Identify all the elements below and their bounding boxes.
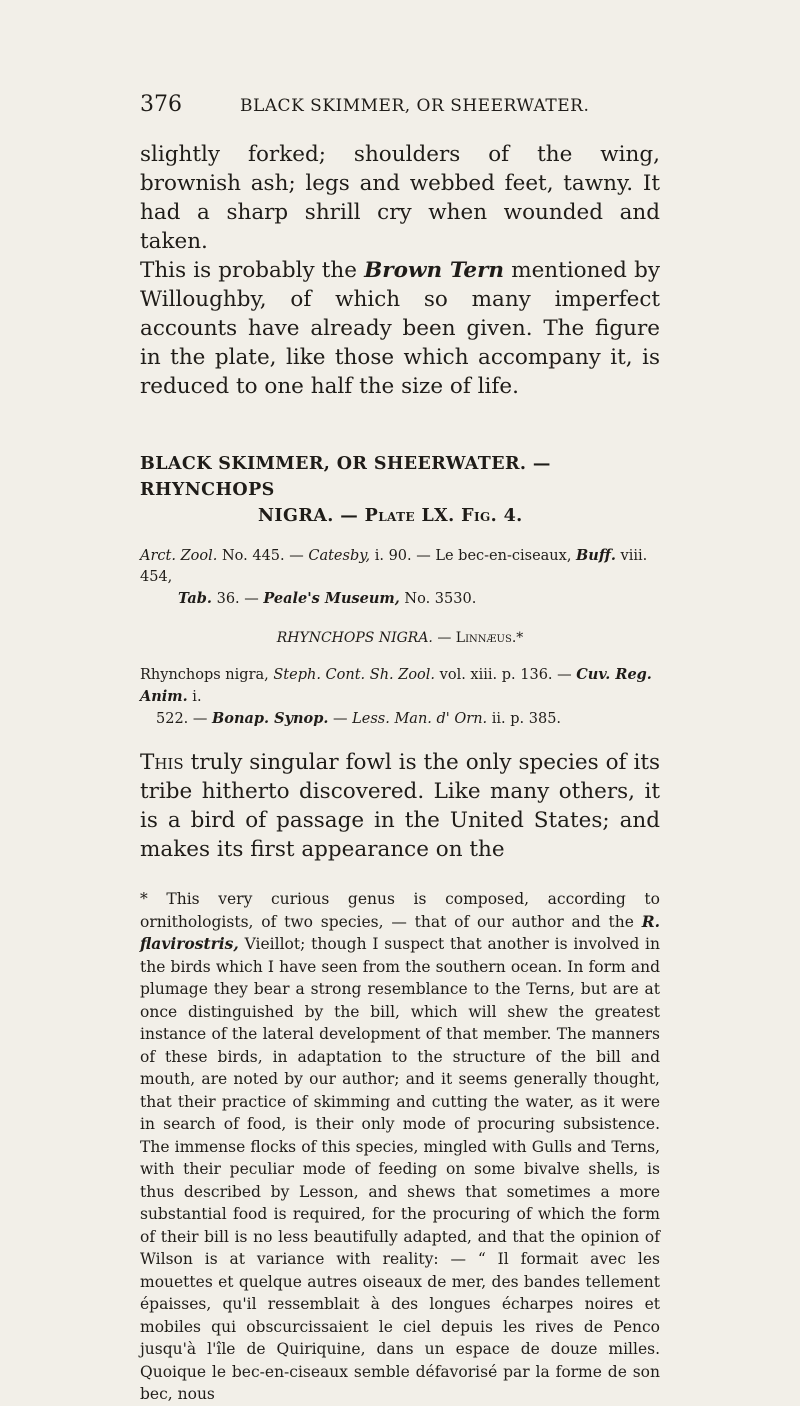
section-heading	[140, 451, 660, 529]
ref-fragment: 36. —	[211, 591, 264, 607]
species-name: Brown Tern	[364, 258, 505, 283]
ref-fragment: Rhynchops nigra,	[140, 667, 274, 683]
footnote-fragment: * This very curious genus is composed, according to ornithologists, of two species, — that of our author and the	[140, 890, 660, 931]
page-header	[140, 92, 660, 132]
binomial-name: RHYNCHOPS NIGRA.	[276, 630, 433, 646]
text-fragment: mentioned by Willoughby, of which so many imperfect accounts have already been given. The figure in the plate, like those which accompany it, is reduced to one half the size of life.	[140, 258, 660, 399]
synonymy-references-2	[140, 664, 660, 730]
ref-fragment: —	[328, 711, 353, 727]
ref-fragment: Tab.	[178, 590, 212, 607]
ref-fragment: Steph. Cont. Sh. Zool.	[273, 667, 436, 683]
paragraph-brown-tern	[140, 256, 660, 401]
ref-fragment: Arct. Zool.	[140, 548, 218, 564]
opening-word: This	[140, 750, 184, 775]
ref-fragment: 522. —	[156, 711, 213, 727]
species-name: R. flavirostris,	[140, 911, 660, 953]
ref-line-2	[140, 708, 660, 730]
text-fragment: This is probably the	[140, 258, 365, 283]
heading-line-1: BLACK SKIMMER, OR SHEERWATER. — RHYNCHOPS	[140, 454, 551, 500]
linnaeus-citation	[140, 630, 660, 646]
ref-fragment: No. 3530.	[399, 591, 477, 607]
ref-fragment: Buff.	[576, 547, 616, 564]
synonymy-references	[140, 545, 660, 610]
ref-fragment: Cuv. Reg. Anim.	[140, 666, 652, 705]
footnote-fragment: Vieillot; though I suspect that another is involved in the birds which I have seen from the southern ocean. In form and plumage they bear a strong resemblance to the Terns, but are at once distinguished by the bill, which will shew the greatest instance of the lateral development of that member. The manners of these birds, in adaptation to the structure of the bill and mouth, are noted by our author; and it seems generally thought, that their practice of skimming and cutting the water, as it were in search of food, is their only mode of procuring subsistence. The immense flocks of this species, mingled with Gulls and Terns, with their peculiar mode of feeding on some bivalve shells, is thus described by Lesson, and shews that sometimes a more substantial food is required, for the procuring of which the form of their bill is no less beautifully adapted, and that the opinion of Wilson is at variance with reality: — “ Il formait avec les mouettes et quelque autres oiseaux de mer, des bandes tellement épaisses, qu'il ressemblait à des longues écharpes noires et mobiles qui obscurcissaient le ciel depuis les rives de Penco jusqu'à l'île de Quiriquine, dans un espace de douze milles. Quoique le bec-en-ciseaux semble défavorisé par la forme de son bec, nous	[140, 935, 660, 1403]
ref-fragment: Catesby,	[308, 548, 371, 564]
ref-fragment: Less. Man. d' Orn.	[352, 711, 488, 727]
ref-fragment: No. 445. —	[217, 548, 309, 564]
ref-fragment: i. 90. — Le bec-en-ciseaux,	[370, 548, 577, 564]
paragraph-text: slightly forked; shoulders of the wing, brownish ash; legs and webbed feet, tawny. It had a sharp shrill cry when wounded and taken.	[140, 142, 660, 254]
ref-fragment: Bonap. Synop.	[212, 710, 329, 727]
page-number: 376	[140, 92, 182, 117]
paragraph-continuation	[140, 140, 660, 256]
paragraph-text: truly singular fowl is the only species of its tribe hitherto discovered. Like many others, it is a bird of passage in the United States; and makes its first appearance on the	[140, 750, 660, 862]
ref-fragment: vol. xiii. p. 136. —	[435, 667, 577, 683]
plate-reference: Plate LX. Fig. 4.	[364, 506, 523, 526]
main-paragraph	[140, 748, 660, 864]
ref-fragment: ii. p. 385.	[487, 711, 562, 727]
running-head: BLACK SKIMMER, OR SHEERWATER.	[240, 96, 590, 116]
ref-fragment: viii. 454,	[140, 548, 648, 585]
footnote	[140, 888, 660, 1406]
ref-line-2	[140, 588, 660, 610]
authority: — Linnæus.*	[432, 630, 524, 646]
heading-line-2	[140, 503, 660, 529]
ref-fragment: i.	[187, 689, 202, 705]
ref-fragment: Peale's Museum,	[263, 590, 400, 607]
heading-fragment: NIGRA. —	[258, 506, 365, 526]
